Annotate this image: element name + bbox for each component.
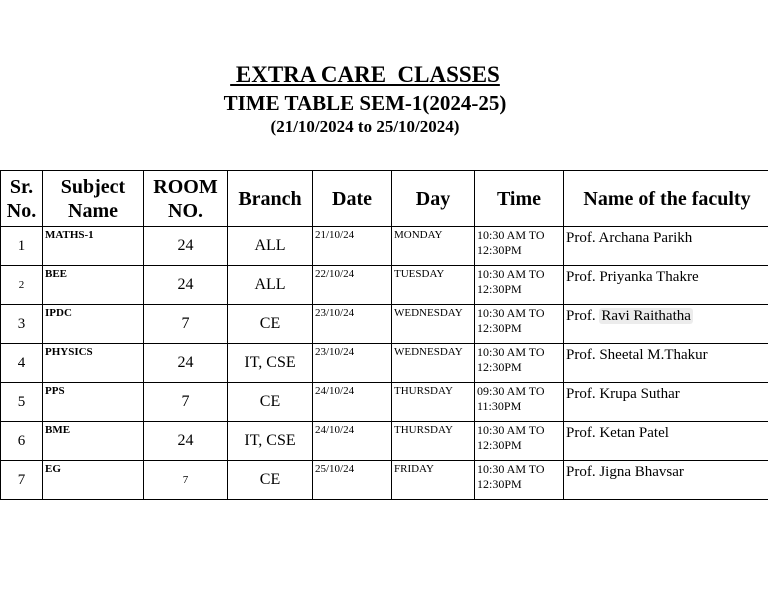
- faculty-prefix: Prof.: [566, 386, 596, 402]
- document-header: [0, 60, 730, 138]
- faculty-cell: [564, 227, 768, 266]
- faculty-cell: [564, 266, 768, 305]
- time-cell: [475, 422, 564, 461]
- faculty-name: Priyanka Thakre: [599, 269, 699, 285]
- timetable: [0, 170, 768, 500]
- column-header-day: Day: [392, 171, 475, 227]
- time-end: 12:30PM: [477, 477, 522, 491]
- date-cell: 25/10/24: [313, 461, 392, 500]
- column-header-subject: Subject Name: [43, 171, 144, 227]
- date-cell: 22/10/24: [313, 266, 392, 305]
- branch-cell: CE: [228, 383, 313, 422]
- day-cell: FRIDAY: [392, 461, 475, 500]
- room-cell: 24: [144, 422, 228, 461]
- faculty-name: Jigna Bhavsar: [599, 464, 684, 480]
- faculty-prefix: Prof.: [566, 269, 596, 285]
- sr-cell: 5: [1, 383, 43, 422]
- sr-cell: 6: [1, 422, 43, 461]
- table-row: [1, 344, 768, 383]
- faculty-prefix: Prof.: [566, 347, 596, 363]
- day-cell: TUESDAY: [392, 266, 475, 305]
- room-cell: 24: [144, 266, 228, 305]
- faculty-prefix: Prof.: [566, 308, 596, 324]
- faculty-cell: [564, 461, 768, 500]
- branch-cell: CE: [228, 305, 313, 344]
- time-end: 12:30PM: [477, 321, 522, 335]
- faculty-cell: [564, 422, 768, 461]
- room-cell: 7: [144, 305, 228, 344]
- day-cell: WEDNESDAY: [392, 305, 475, 344]
- faculty-cell: [564, 305, 768, 344]
- time-start: 10:30 AM TO: [477, 306, 545, 320]
- column-header-room: ROOM NO.: [144, 171, 228, 227]
- time-cell: [475, 227, 564, 266]
- day-cell: WEDNESDAY: [392, 344, 475, 383]
- time-end: 12:30PM: [477, 282, 522, 296]
- branch-cell: IT, CSE: [228, 344, 313, 383]
- column-header-date: Date: [313, 171, 392, 227]
- table-row: [1, 266, 768, 305]
- room-cell: 7: [144, 383, 228, 422]
- subject-cell: MATHS-1: [43, 227, 144, 266]
- time-start: 10:30 AM TO: [477, 345, 545, 359]
- branch-cell: ALL: [228, 227, 313, 266]
- faculty-name: Ravi Raithatha: [601, 308, 691, 324]
- date-range: (21/10/2024 to 25/10/2024): [270, 117, 460, 136]
- table-row: [1, 422, 768, 461]
- subject-cell: EG: [43, 461, 144, 500]
- room-cell: 24: [144, 227, 228, 266]
- table-row: [1, 305, 768, 344]
- sr-cell: 7: [1, 461, 43, 500]
- date-cell: 21/10/24: [313, 227, 392, 266]
- time-cell: [475, 305, 564, 344]
- time-start: 10:30 AM TO: [477, 462, 545, 476]
- column-header-faculty: Name of the faculty: [564, 171, 768, 227]
- faculty-name: Archana Parikh: [598, 230, 693, 246]
- branch-cell: CE: [228, 461, 313, 500]
- date-cell: 24/10/24: [313, 422, 392, 461]
- time-start: 10:30 AM TO: [477, 228, 545, 242]
- time-start: 10:30 AM TO: [477, 267, 545, 281]
- time-end: 12:30PM: [477, 438, 522, 452]
- room-cell: 7: [144, 461, 228, 500]
- document-title: EXTRA CARE CLASSES: [230, 62, 500, 87]
- time-start: 09:30 AM TO: [477, 384, 545, 398]
- faculty-cell: [564, 383, 768, 422]
- time-end: 11:30PM: [477, 399, 522, 413]
- subject-cell: PPS: [43, 383, 144, 422]
- faculty-name: Ketan Patel: [599, 425, 669, 441]
- faculty-name: Sheetal M.Thakur: [599, 347, 708, 363]
- date-cell: 23/10/24: [313, 344, 392, 383]
- subject-cell: PHYSICS: [43, 344, 144, 383]
- branch-cell: IT, CSE: [228, 422, 313, 461]
- column-header-time: Time: [475, 171, 564, 227]
- time-cell: [475, 383, 564, 422]
- faculty-prefix: Prof.: [566, 464, 596, 480]
- day-cell: MONDAY: [392, 227, 475, 266]
- table-header-row: [1, 171, 768, 227]
- faculty-prefix: Prof.: [566, 230, 596, 246]
- subject-cell: IPDC: [43, 305, 144, 344]
- time-cell: [475, 266, 564, 305]
- faculty-cell: [564, 344, 768, 383]
- time-start: 10:30 AM TO: [477, 423, 545, 437]
- day-cell: THURSDAY: [392, 422, 475, 461]
- room-cell: 24: [144, 344, 228, 383]
- sr-cell: 3: [1, 305, 43, 344]
- time-end: 12:30PM: [477, 360, 522, 374]
- faculty-prefix: Prof.: [566, 425, 596, 441]
- column-header-sr: Sr. No.: [1, 171, 43, 227]
- branch-cell: ALL: [228, 266, 313, 305]
- sr-cell: 4: [1, 344, 43, 383]
- date-cell: 23/10/24: [313, 305, 392, 344]
- document-subtitle: TIME TABLE SEM-1(2024-25): [223, 91, 507, 115]
- table-row: [1, 461, 768, 500]
- date-cell: 24/10/24: [313, 383, 392, 422]
- table-row: [1, 227, 768, 266]
- sr-cell: 1: [1, 227, 43, 266]
- faculty-name: Krupa Suthar: [599, 386, 680, 402]
- time-cell: [475, 344, 564, 383]
- time-cell: [475, 461, 564, 500]
- subject-cell: BME: [43, 422, 144, 461]
- table-row: [1, 383, 768, 422]
- time-end: 12:30PM: [477, 243, 522, 257]
- sr-cell: 2: [1, 266, 43, 305]
- column-header-branch: Branch: [228, 171, 313, 227]
- subject-cell: BEE: [43, 266, 144, 305]
- day-cell: THURSDAY: [392, 383, 475, 422]
